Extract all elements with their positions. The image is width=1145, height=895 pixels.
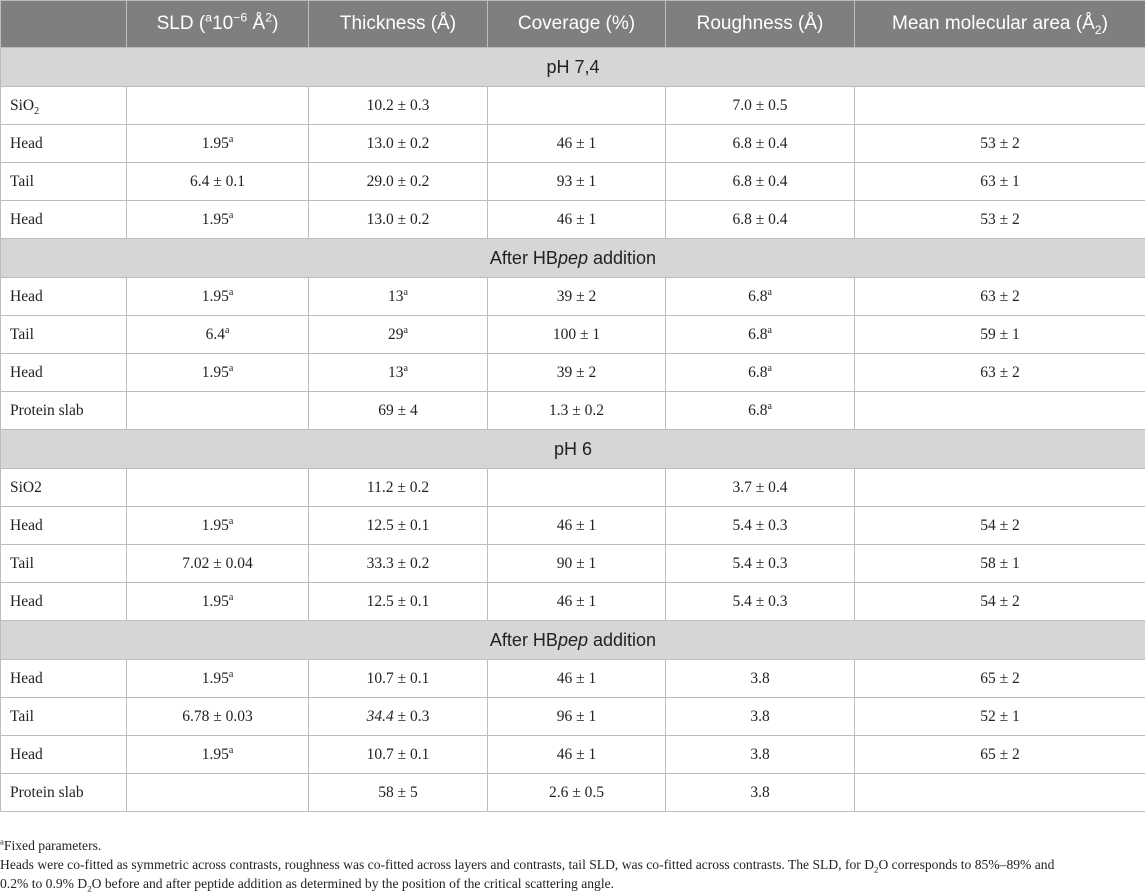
table-row — [1, 698, 1145, 736]
layer-label: Tail — [1, 545, 127, 583]
thickness-cell: 33.3 ± 0.2 — [309, 545, 488, 583]
coverage-cell — [488, 469, 666, 507]
table-row — [1, 278, 1145, 316]
table-row — [1, 469, 1145, 507]
footnote-fitting: Heads were co-fitted as symmetric across contrasts, roughness was co-fitted across layers and contrasts, tail SLD, was co-fitted across contrasts. The SLD, for $D_2O$ corresponds to 85%–89% and — [0, 857, 1055, 875]
layer-label: Tail — [1, 698, 127, 736]
table-row — [1, 392, 1145, 430]
table-row — [1, 583, 1145, 621]
thickness-cell: 13$^a$ — [309, 354, 488, 392]
thickness-cell: 12.5 ± 0.1 — [309, 583, 488, 621]
roughness-cell: 3.8 — [666, 698, 855, 736]
coverage-cell: 1.3 ± 0.2 — [488, 392, 666, 430]
sld-cell: 7.02 ± 0.04 — [127, 545, 309, 583]
header-sld: SLD ($^a10^{-6}$ $Å^2$) — [127, 1, 309, 48]
mma-cell: 65 ± 2 — [855, 736, 1145, 774]
mma-cell: 59 ± 1 — [855, 316, 1145, 354]
coverage-cell: 39 ± 2 — [488, 354, 666, 392]
sld-cell: 1.95$^a$ — [127, 736, 309, 774]
footnote-fitting-cont: 0.2% to 0.9% $D_2O$ before and after peptide addition as determined by the position of the critical scattering angle. — [0, 876, 615, 894]
table-row — [1, 125, 1145, 163]
coverage-cell: 46 ± 1 — [488, 201, 666, 239]
mma-cell: 63 ± 1 — [855, 163, 1145, 201]
table-row — [1, 507, 1145, 545]
layer-label: Head — [1, 583, 127, 621]
sld-cell — [127, 774, 309, 812]
sld-cell: 6.4$^a$ — [127, 316, 309, 354]
sld-cell: 1.95$^a$ — [127, 125, 309, 163]
roughness-cell: 5.4 ± 0.3 — [666, 507, 855, 545]
header-thickness: Thickness (Å) — [309, 1, 488, 48]
sld-cell — [127, 87, 309, 125]
coverage-cell: 46 ± 1 — [488, 507, 666, 545]
roughness-cell: 6.8$^a$ — [666, 278, 855, 316]
table-row — [1, 354, 1145, 392]
header-layer — [1, 1, 127, 48]
layer-label: SiO2 — [1, 469, 127, 507]
thickness-cell: 29$^a$ — [309, 316, 488, 354]
thickness-cell: 34.4 ± 0.3 — [309, 698, 488, 736]
table-row — [1, 87, 1145, 125]
header-row — [1, 1, 1145, 48]
coverage-cell: 46 ± 1 — [488, 125, 666, 163]
header-mean-molecular-area: Mean molecular area $(Å_2)$ — [855, 1, 1145, 48]
coverage-cell: 46 ± 1 — [488, 736, 666, 774]
mma-cell — [855, 392, 1145, 430]
thickness-cell: 58 ± 5 — [309, 774, 488, 812]
table-row — [1, 660, 1145, 698]
sld-cell: 6.78 ± 0.03 — [127, 698, 309, 736]
sld-cell: 1.95$^a$ — [127, 278, 309, 316]
layer-label: Head — [1, 660, 127, 698]
layer-label: Head — [1, 278, 127, 316]
layer-label: Head — [1, 201, 127, 239]
coverage-cell: 96 ± 1 — [488, 698, 666, 736]
roughness-cell: 6.8$^a$ — [666, 354, 855, 392]
table-row — [1, 201, 1145, 239]
mma-cell: 53 ± 2 — [855, 125, 1145, 163]
roughness-cell: 3.8 — [666, 660, 855, 698]
table-row — [1, 774, 1145, 812]
roughness-cell: 6.8$^a$ — [666, 392, 855, 430]
thickness-cell: 10.2 ± 0.3 — [309, 87, 488, 125]
coverage-cell — [488, 87, 666, 125]
sld-cell: 6.4 ± 0.1 — [127, 163, 309, 201]
coverage-cell: 46 ± 1 — [488, 583, 666, 621]
roughness-cell: 6.8 ± 0.4 — [666, 125, 855, 163]
section-title: After HBpep addition — [1, 621, 1145, 660]
roughness-cell: 6.8 ± 0.4 — [666, 163, 855, 201]
mma-cell: 63 ± 2 — [855, 354, 1145, 392]
mma-cell: 52 ± 1 — [855, 698, 1145, 736]
thickness-cell: 13.0 ± 0.2 — [309, 125, 488, 163]
section-row — [1, 48, 1145, 87]
header-roughness: Roughness (Å) — [666, 1, 855, 48]
roughness-cell: 5.4 ± 0.3 — [666, 545, 855, 583]
thickness-cell: 11.2 ± 0.2 — [309, 469, 488, 507]
table-footnotes — [0, 836, 1140, 893]
section-title: pH 6 — [1, 430, 1145, 469]
sld-cell: 1.95$^a$ — [127, 507, 309, 545]
roughness-cell: 5.4 ± 0.3 — [666, 583, 855, 621]
sld-cell — [127, 392, 309, 430]
roughness-cell: 6.8 ± 0.4 — [666, 201, 855, 239]
section-row — [1, 239, 1145, 278]
layer-label: SiO$_2$ — [1, 87, 127, 125]
layer-label: Head — [1, 354, 127, 392]
footnote-fixed: $^a$Fixed parameters. — [0, 836, 102, 853]
roughness-cell: 3.7 ± 0.4 — [666, 469, 855, 507]
coverage-cell: 39 ± 2 — [488, 278, 666, 316]
table-row — [1, 163, 1145, 201]
mma-cell: 65 ± 2 — [855, 660, 1145, 698]
thickness-cell: 12.5 ± 0.1 — [309, 507, 488, 545]
table-row — [1, 316, 1145, 354]
layer-label: Tail — [1, 316, 127, 354]
thickness-cell: 69 ± 4 — [309, 392, 488, 430]
layer-label: Protein slab — [1, 774, 127, 812]
layer-label: Head — [1, 736, 127, 774]
mma-cell: 63 ± 2 — [855, 278, 1145, 316]
roughness-cell: 3.8 — [666, 736, 855, 774]
coverage-cell: 100 ± 1 — [488, 316, 666, 354]
thickness-cell: 10.7 ± 0.1 — [309, 660, 488, 698]
mma-cell — [855, 87, 1145, 125]
sld-cell — [127, 469, 309, 507]
mma-cell: 54 ± 2 — [855, 507, 1145, 545]
layer-label: Head — [1, 507, 127, 545]
layer-label: Head — [1, 125, 127, 163]
thickness-cell: 29.0 ± 0.2 — [309, 163, 488, 201]
header-coverage: Coverage (%) — [488, 1, 666, 48]
thickness-cell: 13.0 ± 0.2 — [309, 201, 488, 239]
mma-cell: 58 ± 1 — [855, 545, 1145, 583]
layer-label: Tail — [1, 163, 127, 201]
roughness-cell: 6.8$^a$ — [666, 316, 855, 354]
sld-cell: 1.95$^a$ — [127, 201, 309, 239]
mma-cell: 54 ± 2 — [855, 583, 1145, 621]
coverage-cell: 46 ± 1 — [488, 660, 666, 698]
coverage-cell: 90 ± 1 — [488, 545, 666, 583]
table-row — [1, 736, 1145, 774]
section-title: After HBpep addition — [1, 239, 1145, 278]
section-row — [1, 430, 1145, 469]
sld-cell: 1.95$^a$ — [127, 354, 309, 392]
section-row — [1, 621, 1145, 660]
coverage-cell: 93 ± 1 — [488, 163, 666, 201]
mma-cell — [855, 774, 1145, 812]
sld-cell: 1.95$^a$ — [127, 583, 309, 621]
roughness-cell: 7.0 ± 0.5 — [666, 87, 855, 125]
table-row — [1, 545, 1145, 583]
layer-label: Protein slab — [1, 392, 127, 430]
thickness-cell: 13$^a$ — [309, 278, 488, 316]
section-title: pH 7,4 — [1, 48, 1145, 87]
mma-cell — [855, 469, 1145, 507]
mma-cell: 53 ± 2 — [855, 201, 1145, 239]
sld-cell: 1.95$^a$ — [127, 660, 309, 698]
roughness-cell: 3.8 — [666, 774, 855, 812]
coverage-cell: 2.6 ± 0.5 — [488, 774, 666, 812]
thickness-cell: 10.7 ± 0.1 — [309, 736, 488, 774]
